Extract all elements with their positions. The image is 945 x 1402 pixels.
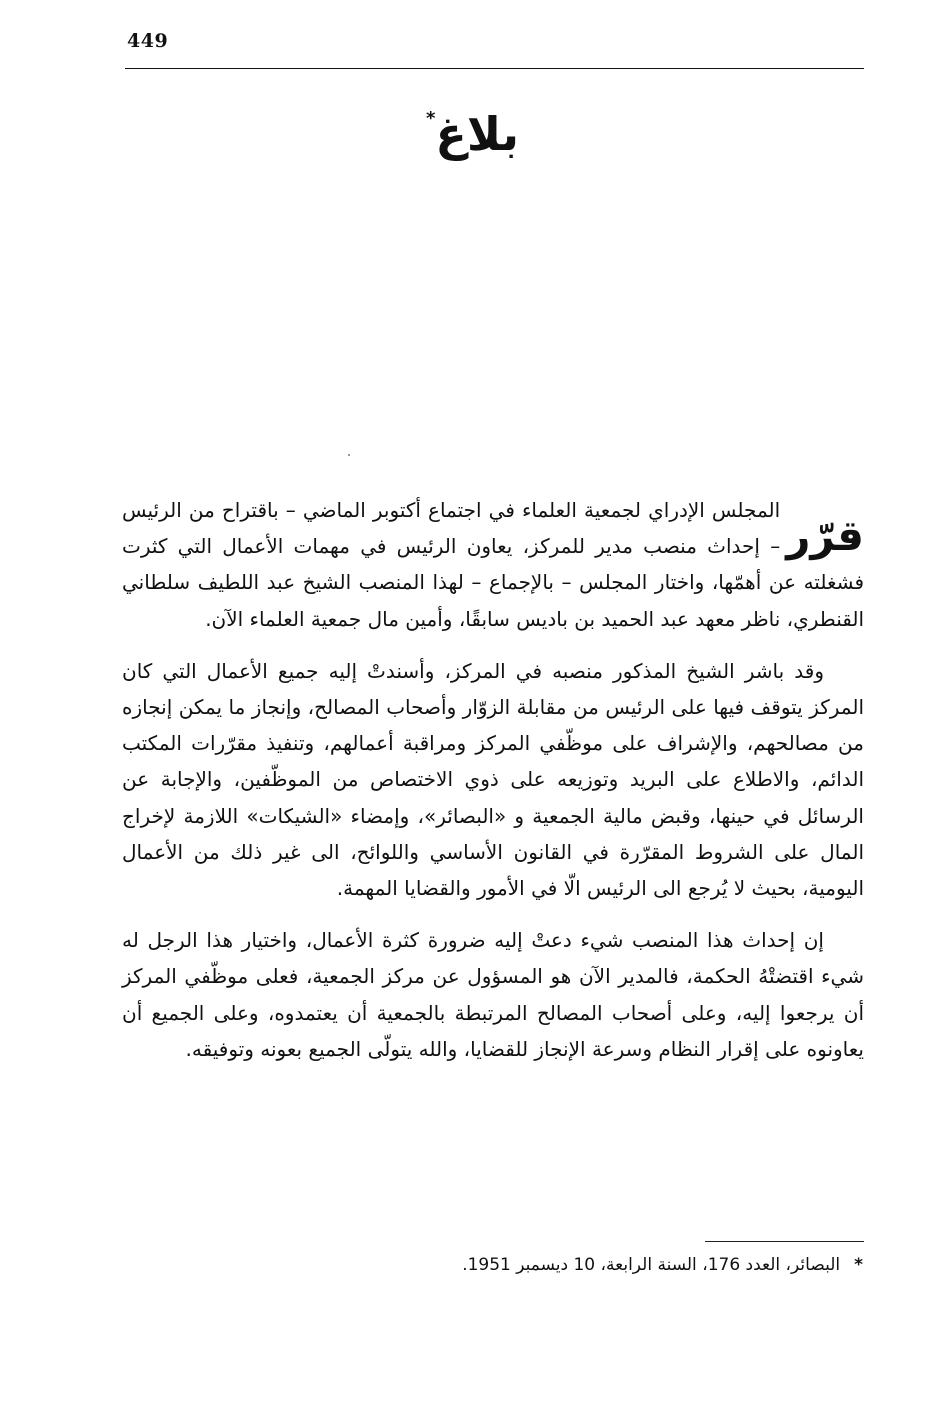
footnote (462, 1252, 863, 1278)
dropcap-word: قرّر (786, 511, 864, 560)
article-body (122, 492, 864, 1083)
paragraph-3: إن إحداث هذا المنصب شيء دعتْ إليه ضرورة كثرة الأعمال، واختيار هذا الرجل له شيء اقتضتْهُ الحكمة، فالمدير الآن هو المسؤول عن مركز الجمعية، فعلى موظّفي المركز أن يرجعوا إليه، وعلى أصحاب المصالح المرتبطة بالجمعية أن يعتمدوه، وعلى الجميع أن يعاونوه على إقرار النظام وسرعة الإنجاز للقضايا، والله يتولّى الجميع بعونه وتوفيقه. (122, 928, 864, 1061)
page-speck (348, 454, 350, 456)
title-text: بلاغ (435, 107, 520, 161)
footnote-marker: * (854, 1255, 863, 1275)
header-rule (125, 68, 864, 69)
page-number: 449 (127, 30, 169, 52)
footnote-rule (705, 1241, 864, 1242)
paragraph-2: وقد باشر الشيخ المذكور منصبه في المركز، وأسندتْ إليه جميع الأعمال التي كان المركز يتوقف فيها على الرئيس من مقابلة الزوّار وأصحاب المصالح، وإنجاز ما يمكن إنجازه من مصالحهم، والإشراف على موظّفي المركز ومراقبة أعمالهم، وتنفيذ مقرّرات المكتب الدائم، والاطلاع على البريد وتوزيعه على ذوي الاختصاص من الموظّفين، والإجابة عن الرسائل في حينها، وقبض مالية الجمعية و «البصائر»، وإمضاء «الشيكات» اللازمة لإخراج المال على الشروط المقرّرة في القانون الأساسي واللوائح، الى غير ذلك من الأعمال اليومية، بحيث لا يُرجع الى الرئيس الّا في الأمور والقضايا المهمة. (122, 658, 864, 901)
paragraph-1 (122, 492, 864, 637)
title-footnote-marker: * (425, 108, 436, 129)
paragraph-1-text: المجلس الإدراي لجمعية العلماء في اجتماع أكتوبر الماضي – باقتراح من الرئيس – إحداث منصب مدير للمركز، يعاون الرئيس في مهمات الأعمال التي كثرت فشغلته عن أهمّها، واختار المجلس – بالإجماع – لهذا المنصب الشيخ عبد اللطيف سلطاني القنطري، ناظر معهد عبد الحميد بن باديس سابقًا، وأمين مال جمعية العلماء الآن. (122, 498, 864, 631)
article-title (0, 104, 945, 164)
footnote-text: البصائر، العدد 176، السنة الرابعة، 10 ديسمبر 1951. (462, 1255, 841, 1275)
